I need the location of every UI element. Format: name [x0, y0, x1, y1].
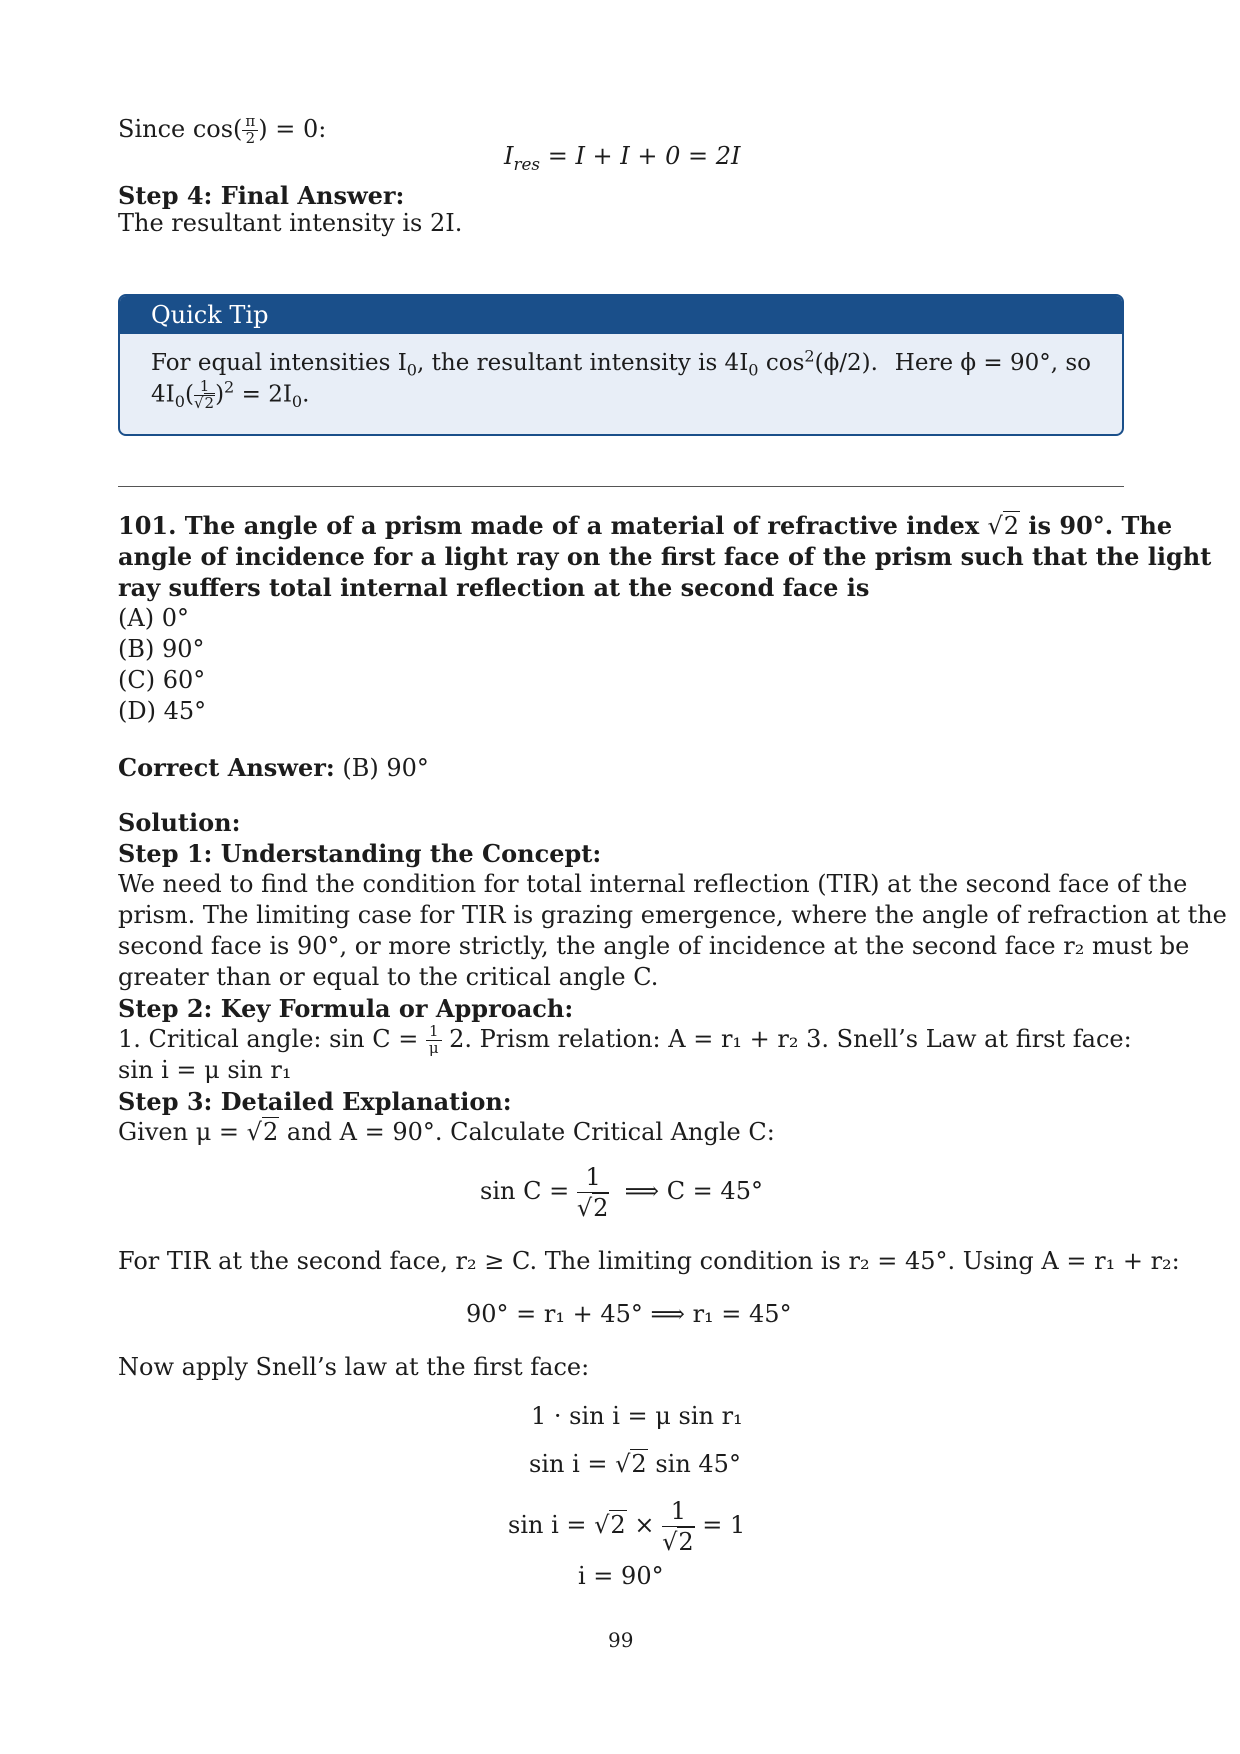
question-line-1: 101. The angle of a prism made of a material of refractive index √2 is 90°. The: [118, 511, 1173, 540]
equation-sinC: sin C = $\frac{1}{√2}$ ⟹ C = 45°: [480, 1163, 763, 1222]
since-line: Since cos( $\frac{\pi}{2}$ ) = 0:: [118, 112, 327, 147]
question-line-3: ray suffers total internal reflection at the second face is: [118, 573, 870, 602]
step4-text: The resultant intensity is 2I.: [118, 209, 463, 237]
step3-given: Given μ = √2 and A = 90°. Calculate Critical Angle C:: [118, 1118, 775, 1146]
step2-title: Step 2: Key Formula or Approach:: [118, 994, 574, 1023]
snell-text: Now apply Snell’s law at the first face:: [118, 1353, 590, 1381]
equation-snell-4: i = 90°: [578, 1562, 664, 1590]
step1-line: greater than or equal to the critical angle C.: [118, 963, 659, 991]
step2-line-2: sin i = μ sin r₁: [118, 1056, 292, 1084]
pi-over-2-fraction: $\frac{\pi}{2}$: [242, 114, 258, 147]
quick-tip-line-2: $4I_0$( $\frac{1}{√2}$ )$^2 = 2I_0$.: [151, 377, 310, 412]
section-divider: [118, 486, 1124, 487]
option-a: (A) 0°: [118, 604, 189, 632]
tir-text: For TIR at the second face, r₂ ≥ C. The limiting condition is r₂ = 45°. Using A = r₁ + r₂:: [118, 1247, 1180, 1275]
equation-r1: 90° = r₁ + 45° ⟹ r₁ = 45°: [466, 1300, 792, 1328]
ires-equation: $I_{res} = I + I + 0 = 2I$: [504, 142, 741, 174]
step1-line: prism. The limiting case for TIR is grazing emergence, where the angle of refraction at the: [118, 901, 1227, 929]
step1-title: Step 1: Understanding the Concept:: [118, 839, 602, 868]
quick-tip-title: Quick Tip: [120, 296, 1122, 334]
option-b: (B) 90°: [118, 635, 205, 663]
step1-line: second face is 90°, or more strictly, the angle of incidence at the second face r₂ must be: [118, 932, 1190, 960]
step3-title: Step 3: Detailed Explanation:: [118, 1087, 512, 1116]
quick-tip-box: [118, 294, 1124, 436]
option-d: (D) 45°: [118, 697, 207, 725]
quick-tip-body: [120, 334, 1122, 412]
step1-line: We need to find the condition for total internal reflection (TIR) at the second face of the: [118, 870, 1188, 898]
equation-snell-3: sin i = √2 × $\frac{1}{√2}$ = 1: [508, 1497, 746, 1556]
step2-line-1: 1. Critical angle: sin C = $\frac{1}{\mu}$ 2. Prism relation: A = r₁ + r₂ 3. Snell’s Law at first face:: [118, 1022, 1132, 1057]
question-line-2: angle of incidence for a light ray on the first face of the prism such that the light: [118, 542, 1212, 571]
page-number: 99: [608, 1628, 634, 1652]
quick-tip-line-1: For equal intensities $I_0$, the resultant intensity is $4I_0$ $\cos^2(\phi/2)$. Here ϕ = 90°, so: [151, 346, 1091, 380]
equation-snell-1: 1 · sin i = μ sin r₁: [531, 1402, 743, 1430]
equation-snell-2: sin i = √2 sin 45°: [529, 1450, 741, 1478]
correct-answer: Correct Answer: (B) 90°: [118, 753, 429, 782]
solution-title: Solution:: [118, 808, 241, 837]
step4-title: Step 4: Final Answer:: [118, 181, 405, 210]
option-c: (C) 60°: [118, 666, 206, 694]
